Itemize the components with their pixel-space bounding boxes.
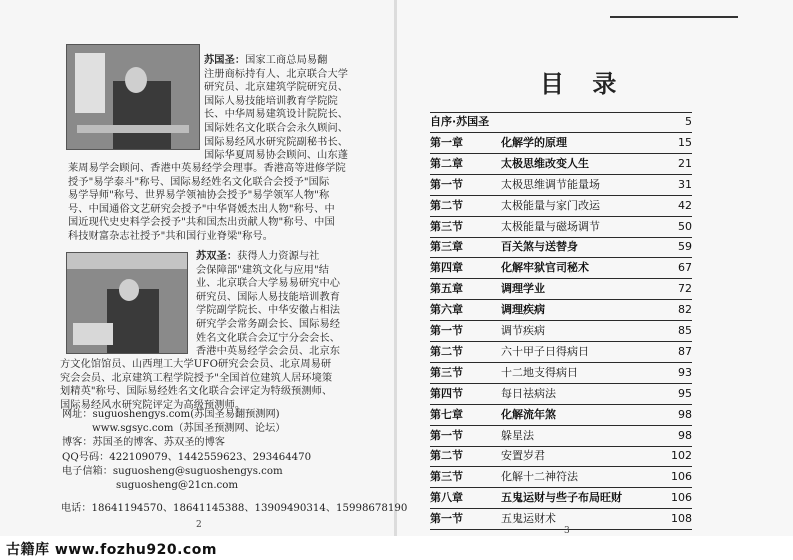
toc-entry-title: 化解牢狱官司秘术 xyxy=(501,261,589,275)
bio-line: 国际人易技能培训教育学院院 xyxy=(204,95,338,107)
toc-separator xyxy=(430,425,692,426)
toc-entry-page: 93 xyxy=(678,365,692,379)
bio-line: 研究员、国际人易技能培训教育 xyxy=(196,291,341,303)
toc-separator xyxy=(430,278,692,279)
toc-entry-page: 106 xyxy=(671,470,692,484)
toc-entry-label: 第四章 xyxy=(430,261,463,275)
bio-line: 国际姓名文化联合会永久顾问、 xyxy=(204,122,349,134)
bio-line: 香港中英易经学会会员、北京东 xyxy=(196,346,341,358)
bio-line: 研究学会常务副会长、国际易经 xyxy=(196,318,341,330)
toc-separator xyxy=(430,404,692,405)
toc-entry-label: 第一章 xyxy=(430,135,463,149)
toc-separator xyxy=(430,299,692,300)
toc-entry-title: 太极思维调节能量场 xyxy=(501,177,600,191)
toc-entry-page: 85 xyxy=(678,324,692,337)
toc-entry-page: 98 xyxy=(678,428,692,442)
website-line-2: www.sgsyc.com（苏国圣预测网、论坛） xyxy=(92,423,286,435)
bio-line: 国际易经风水研究院评定为高级预测师。 xyxy=(60,399,246,411)
author-photo-su-guosheng xyxy=(66,44,200,150)
toc-separator xyxy=(430,508,692,509)
toc-entry-page: 72 xyxy=(678,282,692,296)
bio-line: 业、北京联合大学易易研究中心 xyxy=(196,278,341,290)
top-rule xyxy=(610,16,738,18)
toc-entry-page: 108 xyxy=(671,512,692,526)
bio-line: 研究员、北京建筑学院研究员、 xyxy=(204,82,349,94)
toc-entry xyxy=(430,447,692,465)
toc-entry-title: 五鬼运财与些子布局旺财 xyxy=(501,491,622,505)
toc-separator xyxy=(430,529,692,530)
bio-line: 号、中国通俗文艺研究会授予"中华肾媛杰出人物"称号、中 xyxy=(68,203,335,215)
bio-line: 学院副学院长、中华安徽占相法 xyxy=(196,305,341,317)
bio-line: 易学导师"称号、世界易学领袖协会授予"易学领军人物"称 xyxy=(68,190,330,202)
email-line: 电子信箱：suguosheng@suguoshengys.com xyxy=(62,465,283,477)
toc-entry-label: 第七章 xyxy=(430,407,463,421)
toc-entry-label: 第二节 xyxy=(430,449,463,463)
toc-entry-title: 调理疾病 xyxy=(501,303,545,317)
toc-entry-label: 第三节 xyxy=(430,219,463,233)
toc-entry-title: 太极思维改变人生 xyxy=(501,156,589,170)
toc-entry-label: 第一节 xyxy=(430,428,463,442)
toc-entry-label: 第二节 xyxy=(430,198,463,212)
toc-separator xyxy=(430,487,692,488)
toc-separator xyxy=(430,466,692,467)
toc-entry-page: 67 xyxy=(678,261,692,275)
toc-entry-title: 每日祛病法 xyxy=(501,386,556,400)
toc-entry xyxy=(430,406,692,424)
toc-entry xyxy=(430,364,692,382)
toc-entry xyxy=(430,385,692,403)
toc-separator xyxy=(430,132,692,133)
toc-entry-title: 十二地支得病日 xyxy=(501,365,578,379)
bio-line: 会保障部"建筑文化与应用"结 xyxy=(196,264,330,276)
toc-entry xyxy=(430,280,692,298)
toc-entry-title: 百关煞与送替身 xyxy=(501,240,578,254)
toc-separator xyxy=(430,362,692,363)
bio-su-guosheng xyxy=(204,54,348,163)
bio-line: 姓名文化联合会辽宁分会会长、 xyxy=(196,332,341,344)
toc-entry-page: 50 xyxy=(678,219,692,233)
toc-entry xyxy=(430,113,692,131)
toc-separator xyxy=(430,257,692,258)
website-line: 网址：suguoshengys.com(苏国圣易翻预测网) xyxy=(62,409,280,420)
bio-su-shuangsheng xyxy=(196,250,340,359)
bio-su-shuangsheng-cont xyxy=(60,358,332,412)
contact-info xyxy=(62,408,311,493)
toc-entry-title: 调理学业 xyxy=(501,282,545,296)
toc-entry-title: 六十甲子日得病日 xyxy=(501,344,589,358)
left-page-number: 2 xyxy=(196,520,202,530)
toc-entry xyxy=(430,134,692,152)
bio-su-guosheng-cont xyxy=(68,162,346,244)
toc-separator xyxy=(430,174,692,175)
bio-line: 科技财富杂志社授予"共和国行业脊梁"称号。 xyxy=(68,230,274,242)
toc-entry-page: 98 xyxy=(678,407,692,421)
toc-entry xyxy=(430,301,692,319)
toc-entry-label: 第五章 xyxy=(430,282,463,296)
toc-entry-page: 15 xyxy=(678,135,692,149)
toc-entry-label: 第六章 xyxy=(430,303,463,317)
toc-entry-label: 第一节 xyxy=(430,512,463,526)
toc-entry-title: 化解学的原理 xyxy=(501,135,567,149)
toc-entry xyxy=(430,155,692,173)
toc-entry-page: 87 xyxy=(678,344,692,358)
toc-entry-label: 第三章 xyxy=(430,240,463,254)
toc-entry xyxy=(430,427,692,445)
toc-separator xyxy=(430,446,692,447)
toc-entry xyxy=(430,489,692,507)
toc-separator xyxy=(430,341,692,342)
toc-entry xyxy=(430,510,692,528)
toc-entry-title: 太极能量与家门改运 xyxy=(501,198,600,212)
toc-entry-label: 第四节 xyxy=(430,386,463,400)
toc-entry-title: 化解十二神符法 xyxy=(501,470,578,484)
toc-entry-label: 第三节 xyxy=(430,365,463,379)
toc-entry xyxy=(430,176,692,194)
bio-line: 莱周易学会顾问、香港中英易经学会理事。香港高等进修学院 xyxy=(68,163,346,174)
bio-line: 授予"易学泰斗"称号、国际易经姓名文化联合会授予"国际 xyxy=(68,176,330,188)
toc-entry-page: 5 xyxy=(685,115,692,128)
toc-entry xyxy=(430,238,692,256)
toc-entry-page: 95 xyxy=(678,386,692,400)
toc-entry-title: 安置岁君 xyxy=(501,449,545,463)
toc-separator xyxy=(430,195,692,196)
toc-separator xyxy=(430,216,692,217)
book-fold xyxy=(394,0,397,536)
blog-line: 博客：苏国圣的博客、苏双圣的博客 xyxy=(62,437,225,449)
toc-entry-title: 太极能量与磁场调节 xyxy=(501,219,600,233)
email-line-2: suguosheng@21cn.com xyxy=(116,480,239,492)
toc-entry xyxy=(430,343,692,361)
toc-entry-page: 42 xyxy=(678,198,692,212)
toc-separator xyxy=(430,383,692,384)
qq-line: QQ号码：422109079、1442559623、293464470 xyxy=(62,451,312,463)
toc-entry xyxy=(430,322,692,340)
toc-entry-label: 第八章 xyxy=(430,491,463,505)
watermark-text: 古籍库 www.fozhu920.com xyxy=(6,542,217,558)
right-page-number: 3 xyxy=(564,526,570,536)
toc-entry xyxy=(430,468,692,486)
author-photo-su-shuangsheng xyxy=(66,252,188,354)
phone-line: 电话：18641194570、18641145388、13909490314、15998678190 xyxy=(61,503,408,514)
bio-line: 国近现代史史料学会授予"共和国杰出贡献人物"称号、中国 xyxy=(68,217,335,229)
bio-line: 国际易经风水研究院副秘书长、 xyxy=(204,136,349,148)
toc-entry-title: 调节疾病 xyxy=(501,324,545,337)
toc-entry-label: 第一节 xyxy=(430,324,463,337)
bio-line: 注册商标持有人、北京联合大学 xyxy=(204,68,349,80)
toc-separator xyxy=(430,237,692,238)
toc-entry-title: 化解流年煞 xyxy=(501,407,556,421)
toc-entry-page: 31 xyxy=(678,177,692,191)
toc-entry-title: 五鬼运财术 xyxy=(501,512,556,526)
toc-separator xyxy=(430,320,692,321)
toc-entry-page: 59 xyxy=(678,240,692,254)
bio-line: 究会会员、北京建筑工程学院授予"全国首位建筑人居环境策 xyxy=(60,372,333,384)
toc-entry-label: 第二节 xyxy=(430,344,463,358)
toc-entry-label: 自序·苏国圣 xyxy=(430,115,490,128)
toc-entry xyxy=(430,197,692,215)
toc-entry-title: 躲星法 xyxy=(501,428,534,442)
toc-title: 目 录 xyxy=(540,70,627,98)
toc-separator xyxy=(430,153,692,154)
bio-line: 苏国圣：国家工商总局易翻 xyxy=(204,54,328,66)
toc-entry-label: 第二章 xyxy=(430,156,463,170)
bio-line: 长、中华周易建筑设计院院长、 xyxy=(204,109,349,121)
bio-line: 方文化馆馆员、山西理工大学UFO研究会会员、北京周易研 xyxy=(60,359,332,370)
toc-entry xyxy=(430,259,692,277)
toc-entry-label: 第三节 xyxy=(430,470,463,484)
bio-line: 国际华夏周易协会顾问、山东蓬 xyxy=(204,150,349,162)
toc-entry-page: 82 xyxy=(678,303,692,317)
bio-line: 划精英"称号、国际易经姓名文化联合会评定为特级预测师、 xyxy=(60,386,333,398)
toc-entry xyxy=(430,218,692,236)
toc-entry-page: 102 xyxy=(671,449,692,463)
toc-entry-page: 21 xyxy=(678,156,692,170)
toc-entry-label: 第一节 xyxy=(430,177,463,191)
watermark-bar xyxy=(0,536,793,560)
toc-entry-page: 106 xyxy=(671,491,692,505)
bio-line: 苏双圣：获得人力资源与社 xyxy=(196,250,320,262)
